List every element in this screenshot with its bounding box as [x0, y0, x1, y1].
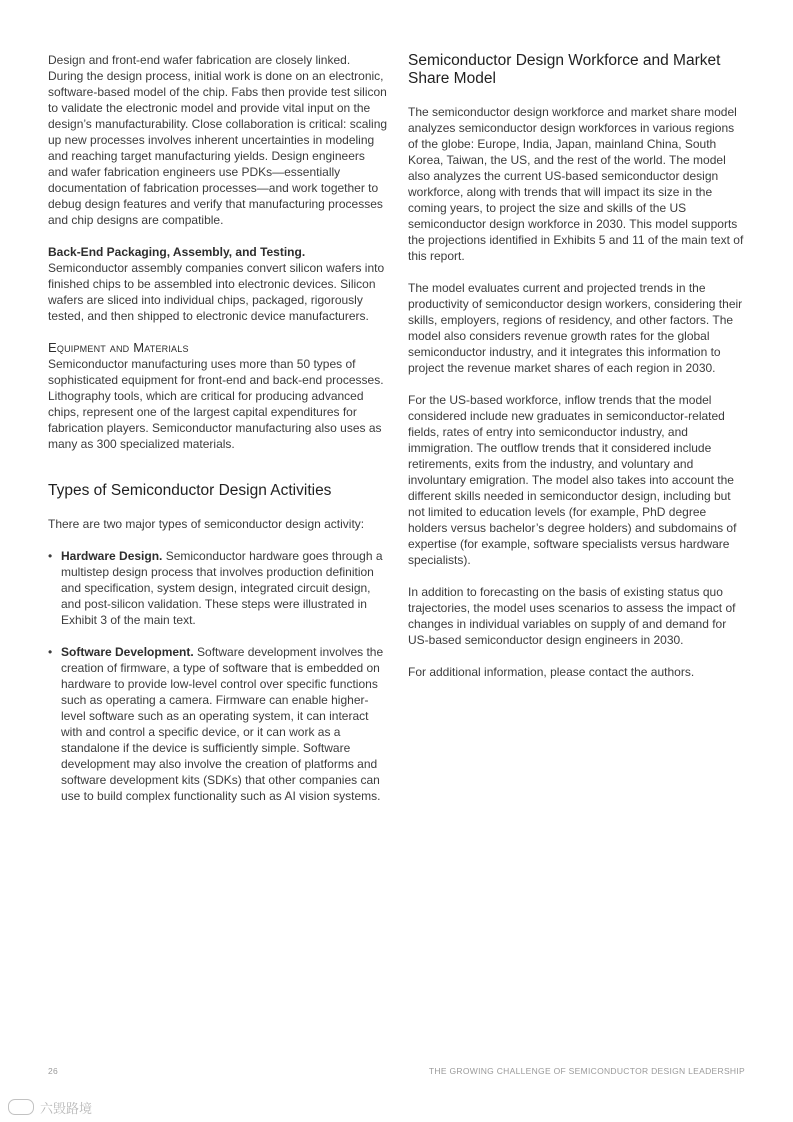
types-heading: Types of Semiconductor Design Activities: [48, 482, 332, 499]
hardware-label: Hardware Design.: [61, 549, 163, 563]
paragraph-design-fabrication: Design and front-end wafer fabrication are closely linked. During the design process, initial work is done on an electronic, software-based model of the chip. Fabs then provide test silicon to validate the electronic model and provide vital input on the design’s manufacturability. Close collaboration is critical: scaling up new processes involves inherent uncertainties in modeling and reaching target manufacturing yields. Design engineers and wafer fabrication engineers use PDKs—essentially documentation of fabrication processes—and work together to debug design features and verify that manufacturing processes and chip designs are compatible.: [48, 53, 388, 227]
model-paragraph-1: The semiconductor design workforce and market share model analyzes semiconductor design workforces in various regions of the globe: Europe, India, Japan, mainland China, South Korea, Taiwan, the US, and the rest of the world. The model also analyzes the current US-based semiconductor design workforce, along with trends that will impact its size in the coming years, to project the size and skills of the US semiconductor design workforce in 2030. This model supports the projections identified in Exhibits 5 and 11 of the main text of this report.: [408, 105, 744, 263]
equipment-heading: Equipment and Materials: [48, 340, 189, 355]
model-paragraph-3: For the US-based workforce, inflow trends that the model considered include new graduates in semiconductor-related fields, rates of entry into semiconductor industry, and immigration. The outflow trends that it considered include retirements, exits from the industry, and voluntary and involuntary emigration. The model also takes into account the different skills needed in semiconductor design, including but not limited to education levels (for example, PhD degree holders versus bachelor’s degree holders) and subdomains of expertise (for example, software specialists versus hardware specialists).: [408, 393, 737, 567]
backend-label: Back-End Packaging, Assembly, and Testing.: [48, 245, 306, 259]
paragraph-backend: [48, 244, 388, 324]
bullet-dot-icon: •: [48, 549, 53, 563]
list-item-software: [48, 644, 388, 804]
model-heading: Semiconductor Design Workforce and Market Share Model: [408, 52, 721, 87]
watermark-logo-icon: [8, 1099, 34, 1115]
types-intro: There are two major types of semiconductor design activity:: [48, 517, 365, 531]
software-text: Software development involves the creation of firmware, a type of software that is embedded on hardware to provide low-level control over specific functions such as operating a camera. Firmware can enable higher-level software such as an operating system, it can interact with and control a specific device, or it can work as a standalone if the device is sufficiently simple. Software development may also involve the creation of platforms and software development kits (SDKs) that other companies can use to build complex functionality such as AI vision systems.: [61, 645, 384, 803]
bullet-dot-icon: •: [48, 645, 53, 659]
model-paragraph-2: The model evaluates current and projected trends in the productivity of semiconductor design workers, considering their skills, employers, regions of residency, and other factors. The model also considers revenue growth rates for the global semiconductor industry, and it integrates this information to project the revenue market shares of each region in 2030.: [408, 281, 743, 375]
paragraph-equipment: Semiconductor manufacturing uses more than 50 types of sophisticated equipment for front-end and back-end processes. Lithography tools, which are critical for producing advanced chips, represent one of the largest capital expenditures for fabrication players. Semiconductor manufacturing also uses as many as 300 specialized materials.: [48, 357, 384, 451]
software-label: Software Development.: [61, 645, 194, 659]
watermark-text: 六毁路境: [40, 1100, 93, 1116]
report-title-footer: THE GROWING CHALLENGE OF SEMICONDUCTOR DESIGN LEADERSHIP: [428, 1066, 745, 1076]
model-paragraph-5: For additional information, please contact the authors.: [408, 665, 695, 679]
page-number: 26: [48, 1066, 59, 1076]
backend-text: Semiconductor assembly companies convert silicon wafers into finished chips to be assembled into electronic devices. Silicon wafers are sliced into individual chips, packaged, rigorously tested, and then shipped to electronic device manufacturers.: [48, 261, 385, 323]
model-paragraph-4: In addition to forecasting on the basis of existing status quo trajectories, the model uses scenarios to assess the impact of changes in individual variables on supply of and demand for US-based semiconductor design engineers in 2030.: [408, 585, 736, 647]
right-column: [408, 52, 744, 680]
list-item-hardware: [48, 548, 388, 628]
design-types-list: [48, 548, 388, 804]
watermark: [8, 1097, 92, 1117]
left-column: [48, 52, 388, 804]
hardware-text: Semiconductor hardware goes through a multistep design process that involves production definition and specification, system design, integrated circuit design, and post-silicon validation. These steps were illustrated in Exhibit 3 of the main text.: [61, 549, 383, 627]
